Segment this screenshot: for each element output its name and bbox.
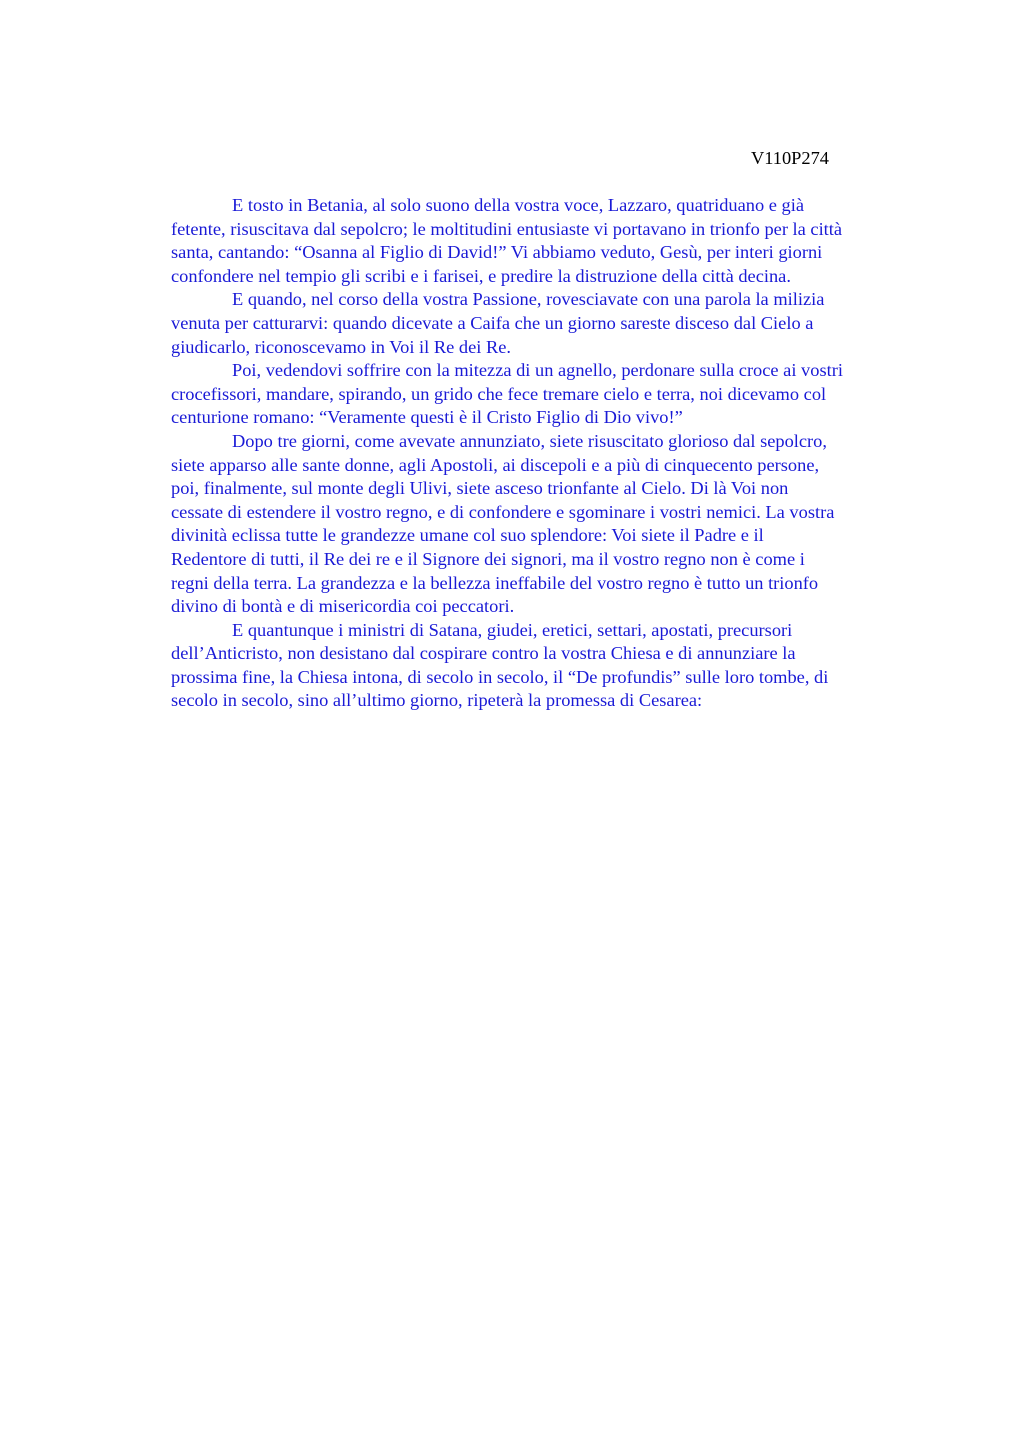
text-line: venuta per catturarvi: quando dicevate a Caifa che un giorno sareste disceso dal Cielo a bbox=[171, 312, 814, 333]
text-line: poi, finalmente, sul monte degli Ulivi, siete asceso trionfante al Cielo. Di là Voi non bbox=[171, 478, 789, 499]
text-line: cessate di estendere il vostro regno, e di confondere e sgominare i vostri nemici. La vostra bbox=[171, 501, 835, 522]
text-line: divino di bontà e di misericordia coi peccatori. bbox=[171, 596, 515, 617]
text-line: divinità eclissa tutte le grandezze umane col suo splendore: Voi siete il Padre e il bbox=[171, 525, 764, 546]
text-line: crocefissori, mandare, spirando, un grido che fece tremare cielo e terra, noi dicevamo col bbox=[171, 383, 827, 404]
text-line: centurione romano: “Veramente questi è il Cristo Figlio di Dio vivo!” bbox=[171, 407, 683, 428]
text-line: E quando, nel corso della vostra Passione, rovesciavate con una parola la milizia bbox=[232, 289, 825, 310]
text-line: prossima fine, la Chiesa intona, di secolo in secolo, il “De profundis” sulle loro tombe, di bbox=[171, 666, 829, 687]
text-line: dell’Anticristo, non desistano dal cospirare contro la vostra Chiesa e di annunziare la bbox=[171, 643, 796, 664]
text-line: E tosto in Betania, al solo suono della vostra voce, Lazzaro, quatriduano e già bbox=[232, 195, 804, 215]
text-line: Dopo tre giorni, come avevate annunziato, siete risuscitato glorioso dal sepolcro, bbox=[232, 430, 827, 451]
text-line: Redentore di tutti, il Re dei re e il Signore dei signori, ma il vostro regno non è come i bbox=[171, 548, 805, 569]
text-line: E quantunque i ministri di Satana, giudei, eretici, settari, apostati, precursori bbox=[232, 619, 793, 640]
text-line: secolo in secolo, sino all’ultimo giorno, ripeterà la promessa di Cesarea: bbox=[171, 690, 703, 711]
text-line: confondere nel tempio gli scribi e i farisei, e predire la distruzione della città decina. bbox=[171, 265, 791, 286]
body-text bbox=[171, 194, 931, 713]
text-line: giudicarlo, riconoscevamo in Voi il Re dei Re. bbox=[171, 336, 511, 357]
text-line: regni della terra. La grandezza e la bellezza ineffabile del vostro regno è tutto un trionfo bbox=[171, 572, 819, 593]
text-line: santa, cantando: “Osanna al Figlio di David!” Vi abbiamo veduto, Gesù, per interi giorni bbox=[171, 242, 823, 263]
text-line: fetente, risuscitava dal sepolcro; le moltitudini entusiaste vi portavano in trionfo per la città bbox=[171, 218, 843, 239]
text-line: siete apparso alle sante donne, agli Apostoli, ai discepoli e a più di cinquecento persone, bbox=[171, 454, 820, 475]
text-line: Poi, vedendovi soffrire con la mitezza di un agnello, perdonare sulla croce ai vostri bbox=[232, 360, 843, 381]
page-reference: V110P274 bbox=[751, 148, 829, 168]
